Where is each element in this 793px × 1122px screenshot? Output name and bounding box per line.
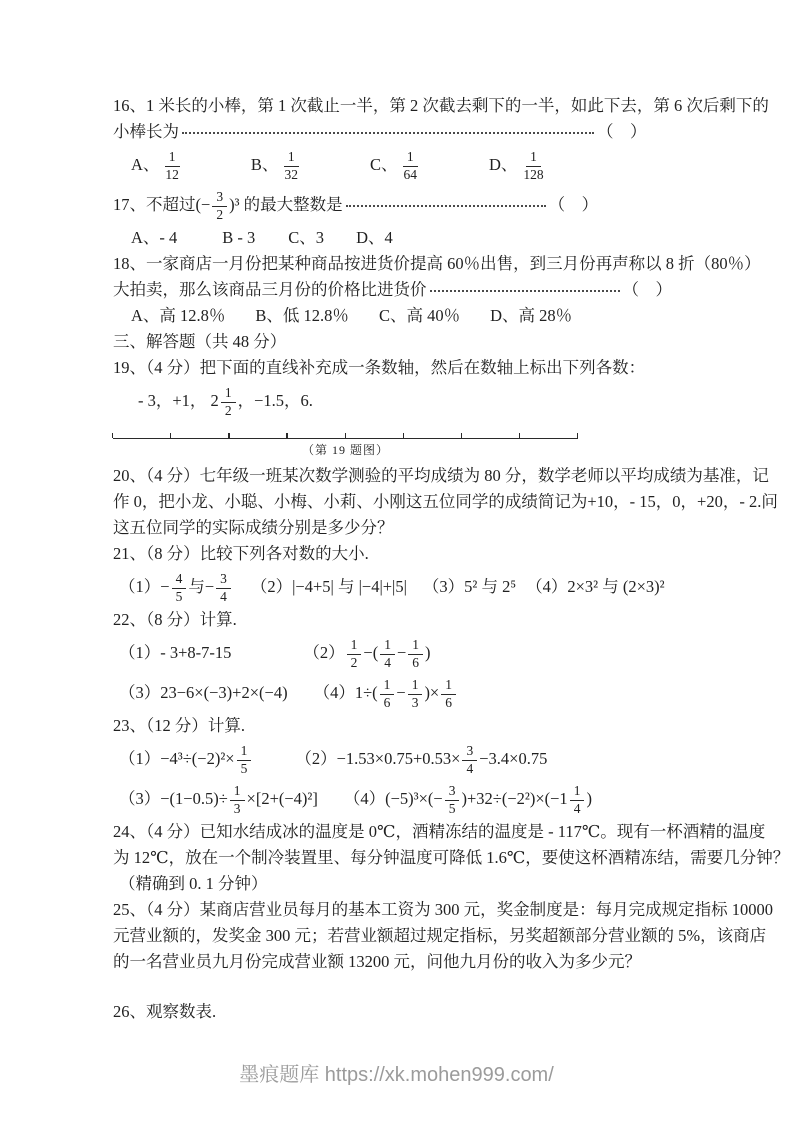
text-run: （2）−1.53×0.75+0.53× <box>295 749 461 768</box>
footer-watermark-text: 墨痕题库 https://xk.mohen999.com/ <box>239 1064 554 1086</box>
numberline-tick <box>461 433 462 438</box>
spacer <box>324 242 356 243</box>
q21-items <box>113 567 685 607</box>
q16-stem-line2 <box>113 119 685 145</box>
spacer <box>255 242 288 243</box>
spacer <box>231 657 303 658</box>
text-run: 大拍卖，那么该商品三月份的价格比进货价 <box>113 280 427 299</box>
fraction-denominator: 5 <box>175 588 183 604</box>
text-run: 20、（4 分）七年级一班某次数学测验的平均成绩为 80 分，数学老师以平均成绩为基准，记 <box>113 466 769 485</box>
fraction-numerator: 3 <box>462 744 477 761</box>
fraction-numerator: 1 <box>221 386 236 403</box>
fraction-numerator: 1 <box>408 678 423 695</box>
fraction-numerator: 1 <box>403 150 418 167</box>
fraction <box>212 190 227 223</box>
fraction <box>280 150 302 183</box>
q20-stem-line2 <box>113 489 778 515</box>
text-run: 25、（4 分）某商店营业员每月的基本工资为 300 元，奖金制度是：每月完成规定指标 10000 <box>113 900 773 919</box>
numberline-tick <box>228 433 229 438</box>
fraction <box>570 784 585 817</box>
spacer <box>288 697 314 698</box>
text-run: 作 0，把小龙、小聪、小梅、小莉、小刚这五位同学的成绩简记为+10，- 15，0，+20，- 2.问 <box>113 492 778 511</box>
q22-items-row2 <box>113 673 685 713</box>
q24-stem-line1 <box>113 819 766 845</box>
text-run: 26、观察数表. <box>113 1002 217 1021</box>
q18-options <box>113 303 685 329</box>
text-run: 与− <box>188 577 215 596</box>
text-run: 这五位同学的实际成绩分别是多少分？ <box>113 518 394 537</box>
spacer <box>349 320 379 321</box>
fraction-numerator: 1 <box>570 784 585 801</box>
spacer <box>185 169 251 170</box>
text-run: 24、（4 分）已知水结成冰的温度是 0℃，酒精冻结的温度是 - 117℃。现有一杯酒精的温度 <box>113 822 766 841</box>
fraction-denominator: 4 <box>466 760 474 776</box>
fraction-numerator: 1 <box>441 678 456 695</box>
text-run: 16、1 米长的小棒，第 1 次截止一半，第 2 次截去剩下的一半，如此下去，第 6 次后剩下的 <box>113 96 769 115</box>
document-content <box>113 93 790 1025</box>
text-run: −3.4×0.75 <box>479 749 548 768</box>
fraction <box>221 386 236 419</box>
q16-stem-line1 <box>113 93 769 119</box>
fraction <box>347 638 362 671</box>
text-run: （3）5² 与 2⁵ <box>422 577 517 596</box>
fraction-denominator: 6 <box>445 694 452 710</box>
text-run: )× <box>424 683 440 702</box>
fraction <box>445 784 460 817</box>
fraction-numerator: 1 <box>230 784 245 801</box>
fraction-numerator: 3 <box>212 190 227 207</box>
fraction-numerator: 3 <box>216 572 231 589</box>
fraction <box>380 678 395 711</box>
fraction-numerator: 1 <box>526 150 541 167</box>
text-run: )+32÷(−2²)×(−1 <box>461 789 568 808</box>
fraction <box>399 150 421 183</box>
q25-stem-line1 <box>113 897 773 923</box>
dot-leader <box>182 126 594 134</box>
fraction-denominator: 3 <box>233 800 241 816</box>
text-run: （3）−(1−0.5)÷ <box>119 789 228 808</box>
text-run: A、- 4 <box>131 228 178 247</box>
spacer <box>177 242 222 243</box>
fraction <box>380 638 395 671</box>
q19-numbers <box>113 381 685 421</box>
text-run: （ ） <box>597 122 647 141</box>
q18-stem-line1 <box>113 251 761 277</box>
text-run: （ ） <box>622 280 672 299</box>
text-run: （第 19 题图） <box>301 443 389 457</box>
fraction-denominator: 4 <box>384 654 391 670</box>
q21-stem <box>113 541 685 567</box>
fraction-numerator: 1 <box>237 744 252 761</box>
text-run: （ ） <box>548 195 599 214</box>
fraction <box>172 572 187 605</box>
fraction-denominator: 2 <box>350 654 358 670</box>
text-run: D、 <box>488 155 518 174</box>
text-run: （2）|−4+5| 与 |−4|+|5| <box>250 577 407 596</box>
spacer <box>253 763 295 764</box>
fraction <box>237 744 252 777</box>
q20-stem-line1 <box>113 463 769 489</box>
fraction <box>408 678 423 711</box>
text-run: （精确到 0. 1 分钟） <box>119 874 268 893</box>
q19-stem <box>113 355 685 381</box>
text-run: 22、（8 分）计算. <box>113 610 237 629</box>
text-run: )³ 的最大整数是 <box>229 195 343 214</box>
fraction <box>462 744 477 777</box>
fraction-denominator: 128 <box>523 166 544 182</box>
text-run: 为 12℃，放在一个制冷装置里、每分钟温度可降低 1.6℃，要使这杯酒精冻结，需要几分钟？ <box>113 848 790 867</box>
spacer <box>233 591 251 592</box>
fraction-numerator: 3 <box>445 784 460 801</box>
text-run: - 3，+1， 2 <box>138 391 219 410</box>
text-run: −( <box>363 643 379 662</box>
fraction-numerator: 1 <box>380 638 395 655</box>
dot-leader <box>346 199 546 207</box>
q22-stem <box>113 607 685 633</box>
text-run: 19、（4 分）把下面的直线补充成一条数轴，然后在数轴上标出下列各数： <box>113 358 646 377</box>
section-3-heading <box>113 329 685 355</box>
q19-numberline <box>113 429 685 439</box>
fraction-numerator: 4 <box>172 572 187 589</box>
text-run: （1）− <box>119 577 170 596</box>
text-run: （4）2×3² 与 (2×3)² <box>526 577 665 596</box>
numberline-tick <box>577 433 578 438</box>
text-run: 17、不超过(− <box>113 195 211 214</box>
fraction <box>519 150 547 183</box>
fraction-numerator: 1 <box>165 150 180 167</box>
text-run: A、高 12.8％ <box>131 306 226 325</box>
fraction-denominator: 64 <box>403 166 417 182</box>
footer-watermark <box>0 1058 793 1087</box>
text-run: 元营业额的，发奖金 300 元；若营业额超过规定指标，另奖超额部分营业额的 5%，该商店 <box>113 926 767 945</box>
q16-options <box>113 145 685 185</box>
q24-stem-line3 <box>113 871 685 897</box>
number-line-figure <box>113 429 578 439</box>
text-run: 小棒长为 <box>113 122 179 141</box>
text-run: B - 3 <box>222 228 256 247</box>
fraction-numerator: 1 <box>408 638 423 655</box>
fraction <box>441 678 456 711</box>
spacer <box>407 591 423 592</box>
text-run: 18、一家商店一月份把某种商品按进货价提高 60％出售，到三月份再声称以 8 折（80％） <box>113 254 761 273</box>
fraction-denominator: 4 <box>573 800 581 816</box>
numberline-tick <box>286 433 287 438</box>
text-run: ×[2+(−4)²] <box>246 789 318 808</box>
text-run: （2） <box>303 643 345 662</box>
q19-figure-caption <box>113 441 578 459</box>
fraction-denominator: 12 <box>165 166 179 182</box>
q25-stem-line3 <box>113 949 685 975</box>
text-run: C、 <box>369 155 398 174</box>
fraction <box>230 784 245 817</box>
q23-items-row2 <box>113 779 685 819</box>
spacer <box>225 320 255 321</box>
text-run: ) <box>425 643 431 662</box>
text-run: B、低 12.8％ <box>255 306 349 325</box>
numberline-tick <box>112 433 113 438</box>
text-run: ，−1.5，6. <box>237 391 313 410</box>
q26-stem <box>113 999 685 1025</box>
dot-leader <box>430 284 620 292</box>
fraction-denominator: 5 <box>448 800 456 816</box>
numberline-tick <box>519 433 520 438</box>
fraction <box>161 150 183 183</box>
fraction-denominator: 4 <box>220 588 227 604</box>
spacer <box>516 591 526 592</box>
text-run: A、 <box>131 155 160 174</box>
fraction-numerator: 1 <box>284 150 299 167</box>
fraction-denominator: 2 <box>216 206 224 222</box>
spacer <box>304 169 370 170</box>
text-run: 23、（12 分）计算. <box>113 716 245 735</box>
spacer <box>423 169 489 170</box>
fraction-denominator: 32 <box>284 166 298 182</box>
q23-items-row1 <box>113 739 685 779</box>
q17-stem <box>113 185 685 225</box>
numberline-tick <box>403 433 404 438</box>
spacer <box>318 803 344 804</box>
fraction <box>408 638 423 671</box>
q23-stem <box>113 713 685 739</box>
text-run: （1）−4³÷(−2)²× <box>119 749 235 768</box>
text-run: C、3 <box>288 228 325 247</box>
text-run: （1）- 3+8-7-15 <box>119 643 232 662</box>
text-run: − <box>396 643 407 662</box>
q22-items-row1 <box>113 633 685 673</box>
text-run: B、 <box>250 155 279 174</box>
text-run: D、高 28％ <box>490 306 573 325</box>
fraction-denominator: 3 <box>411 694 419 710</box>
q25-stem-line2 <box>113 923 767 949</box>
text-run: （4）1÷( <box>313 683 378 702</box>
fraction <box>216 572 231 605</box>
fraction-numerator: 1 <box>380 678 395 695</box>
q17-options <box>113 225 685 251</box>
text-run: − <box>396 683 406 702</box>
text-run: C、高 40％ <box>378 306 461 325</box>
fraction-denominator: 6 <box>412 654 420 670</box>
fraction-denominator: 5 <box>240 760 248 776</box>
text-run: 的一名营业员九月份完成营业额 13200 元，问他九月份的收入为多少元？ <box>113 952 641 971</box>
spacer <box>460 320 490 321</box>
fraction-denominator: 6 <box>383 694 391 710</box>
q20-stem-line3 <box>113 515 685 541</box>
text-run: D、4 <box>356 228 393 247</box>
numberline-tick <box>170 433 171 438</box>
q18-stem-line2 <box>113 277 685 303</box>
fraction-denominator: 2 <box>224 402 232 418</box>
text-run: （4）(−5)³×(− <box>343 789 443 808</box>
text-run: 三、解答题（共 48 分） <box>113 332 287 351</box>
text-run: ) <box>586 789 592 808</box>
q24-stem-line2 <box>113 845 790 871</box>
text-run: 21、（8 分）比较下列各对数的大小. <box>113 544 369 563</box>
fraction-numerator: 1 <box>347 638 362 655</box>
numberline-tick <box>345 433 346 438</box>
text-run: （3）23−6×(−3)+2×(−4) <box>119 683 288 702</box>
